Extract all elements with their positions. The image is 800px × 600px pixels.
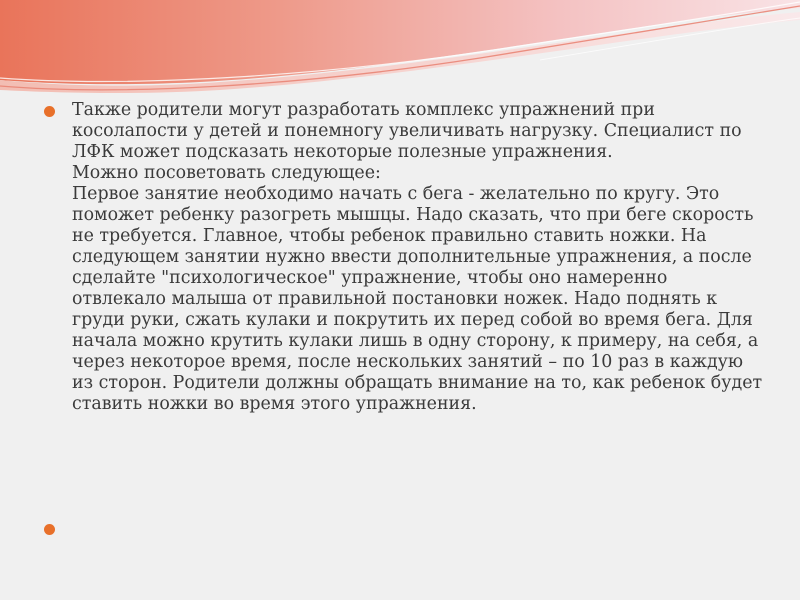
bullet-icon xyxy=(44,106,55,117)
list-item xyxy=(44,100,764,415)
paragraph-text: Также родители могут разработать комплекс упражнений при косолапости у детей и понемногу увеличивать нагрузку. Специалист по ЛФК может подсказать некоторые полезные упражнения. Можно посоветовать следующее: Первое занятие необходимо начать с бега - желательно по кругу. Это поможет ребенку разогреть мышцы. Надо сказать, что при беге скорость не требуется. Главное, чтобы ребенок правильно ставить ножки. На следующем занятии нужно ввести дополнительные упражнения, а после сделайте "психологическое" упражнение, чтобы оно намеренно отвлекало малыша от правильной постановки ножек. Надо поднять к груди руки, сжать кулаки и покрутить их перед собой во время бега. Для начала можно крутить кулаки лишь в одну сторону, к примеру, на себя, а через некоторое время, после нескольких занятий – по 10 раз в каждую из сторон. Родители должны обращать внимание на то, как ребенок будет ставить ножки во время этого упражнения. xyxy=(72,100,763,414)
empty-bullet-icon xyxy=(44,524,55,535)
header-wave-decoration xyxy=(0,0,800,95)
content-area xyxy=(44,100,764,415)
